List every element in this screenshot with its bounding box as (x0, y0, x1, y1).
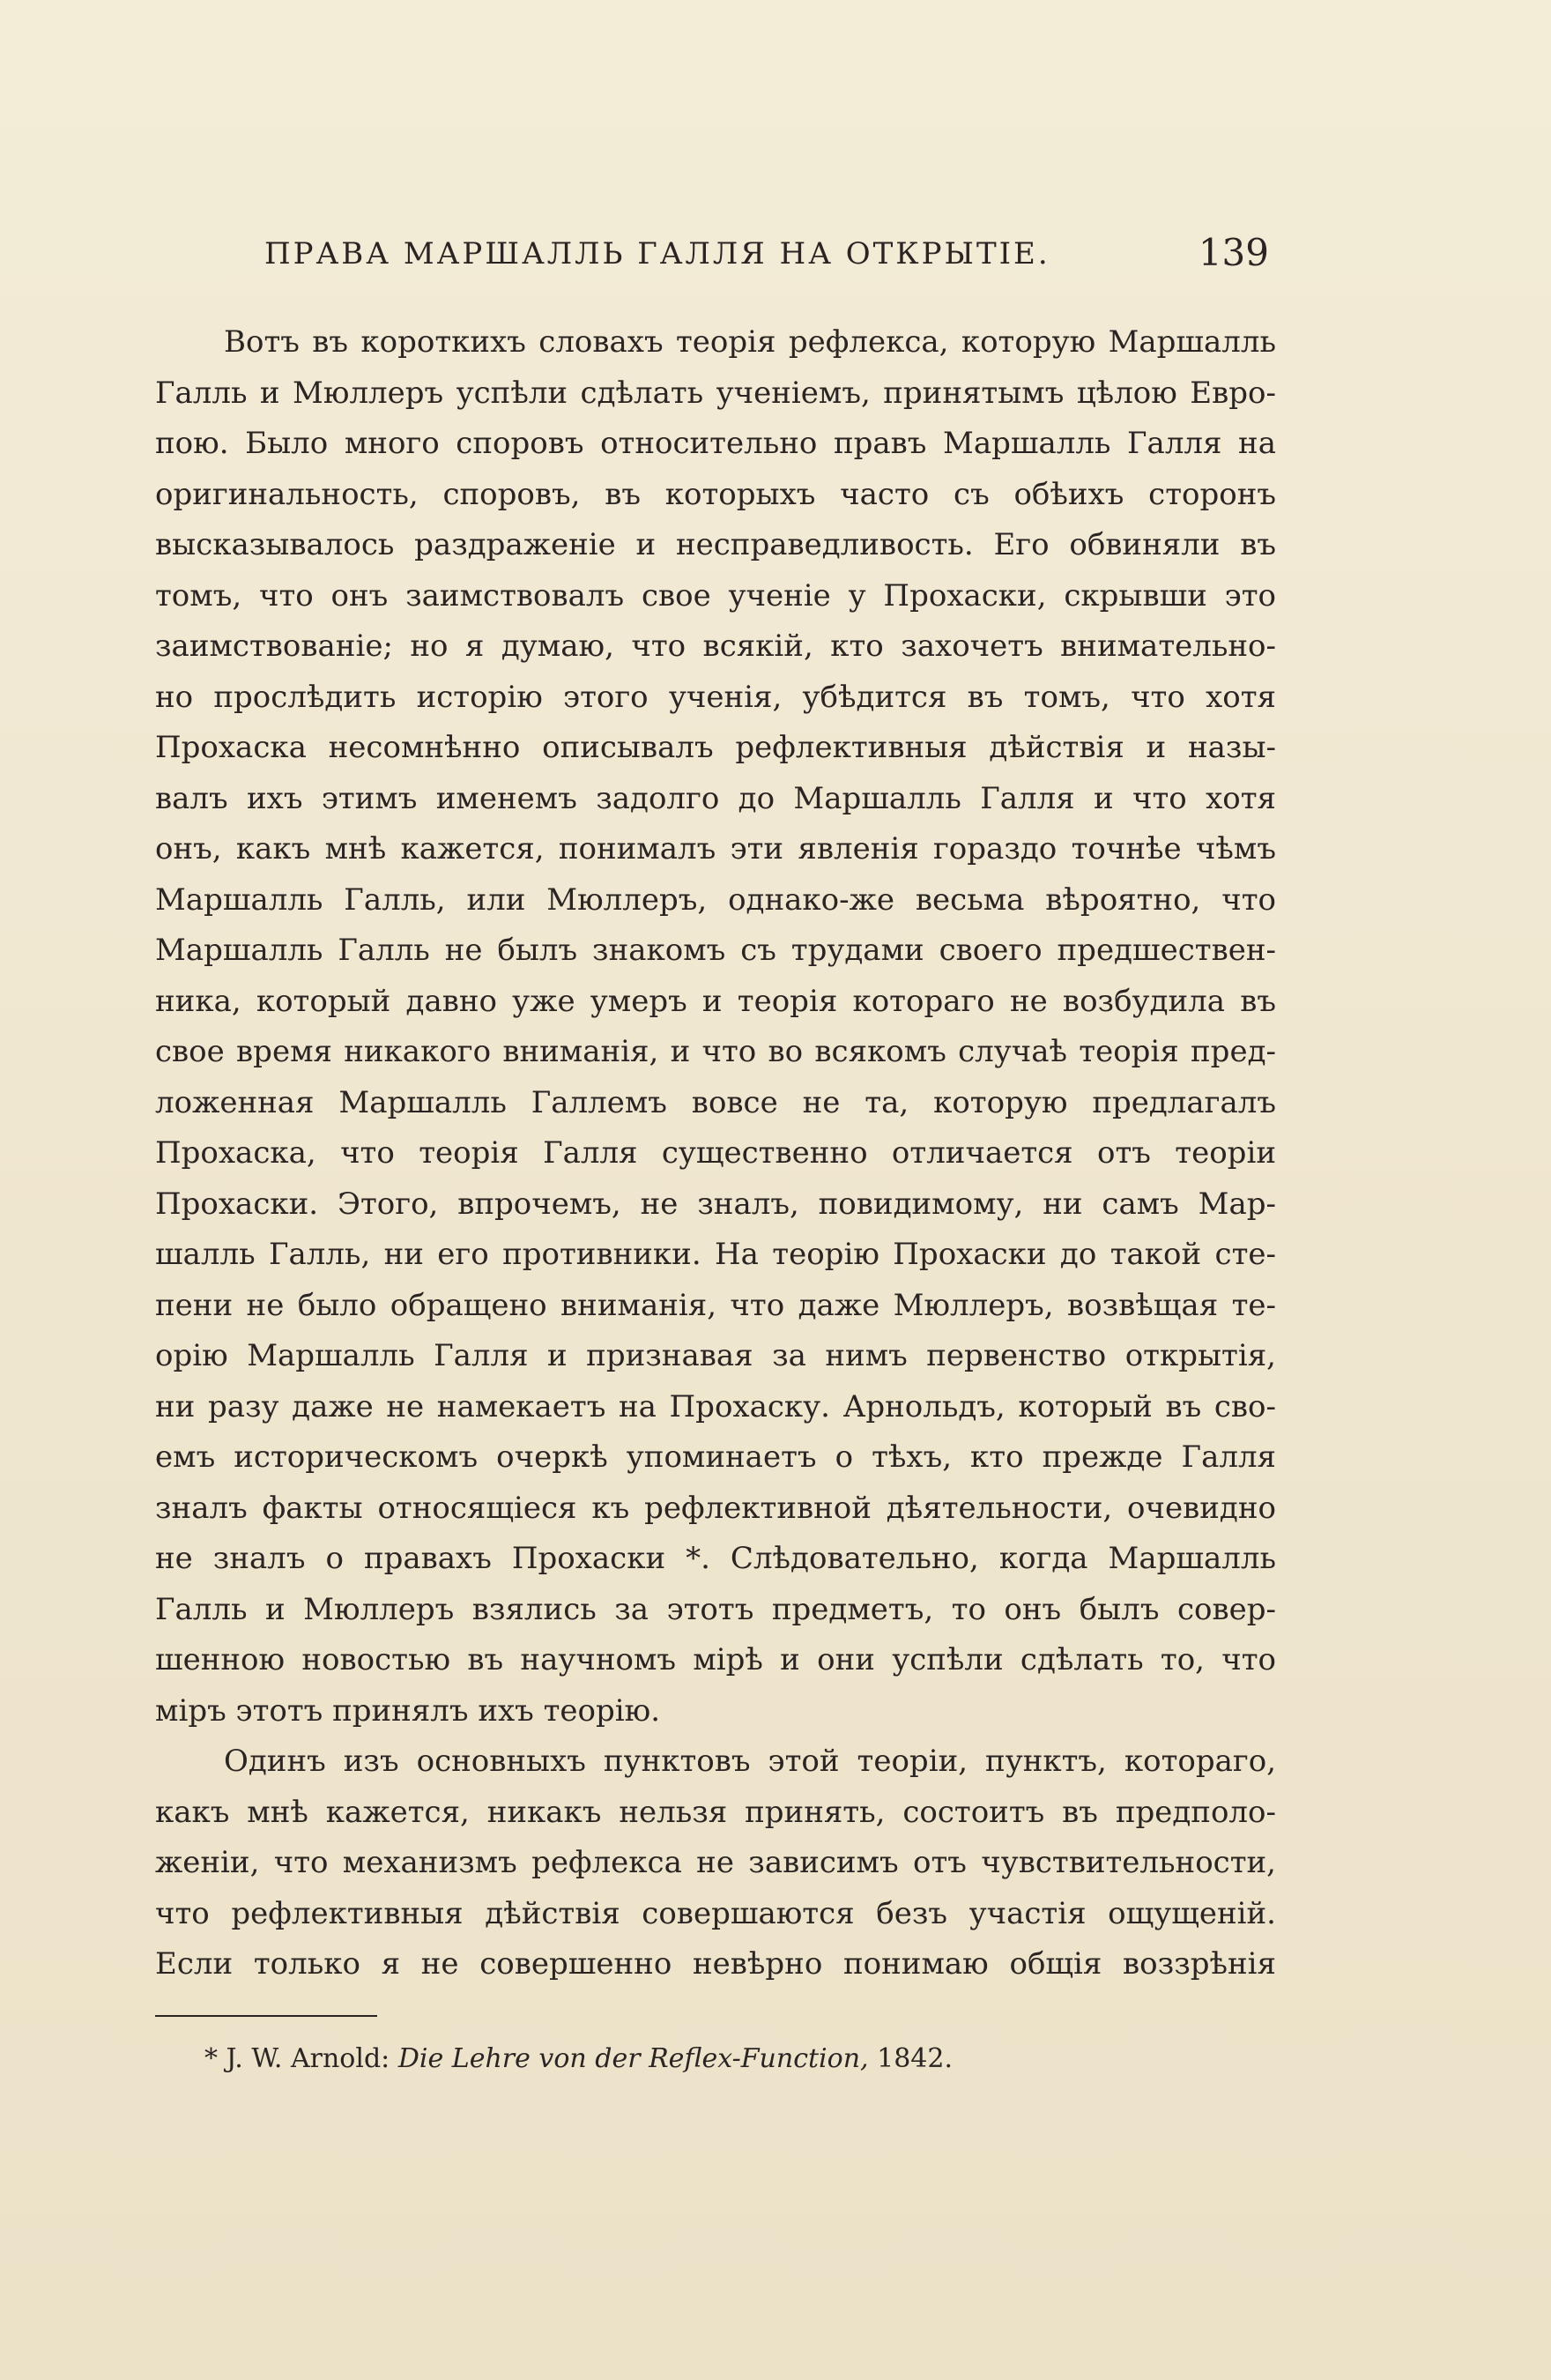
footnote (204, 2043, 953, 2074)
text-line: свое время никакого вниманія, и что во всякомъ случаѣ теорія пред- (155, 1034, 1276, 1069)
text-line: валъ ихъ этимъ именемъ задолго до Маршалль Галля и что хотя (155, 780, 1276, 816)
text-line: Прохаска несомнѣнно описывалъ рефлективныя дѣйствія и назы- (155, 730, 1276, 765)
footnote-rule (155, 2015, 377, 2017)
text-line: міръ этотъ принялъ ихъ теорію. (155, 1692, 661, 1729)
text-line: онъ, какъ мнѣ кажется, понималъ эти явленія гораздо точнѣе чѣмъ (155, 831, 1276, 866)
text-line: пою. Было много споровъ относительно правъ Маршалль Галля на (155, 426, 1276, 461)
text-line: ни разу даже не намекаетъ на Прохаску. Арнольдъ, который въ сво- (155, 1388, 1276, 1424)
text-line: Прохаска, что теорія Галля существенно отличается отъ теоріи (155, 1135, 1276, 1171)
text-line: что рефлективныя дѣйствія совершаются безъ участія ощущеній. (155, 1895, 1276, 1931)
text-line: ника, который давно уже умеръ и теорія котораго не возбудила въ (155, 983, 1276, 1019)
body-text (155, 317, 1276, 1990)
text-line: какъ мнѣ кажется, никакъ нельзя принять, состоитъ въ предполо- (155, 1794, 1276, 1830)
footnote-marker: * (204, 2043, 218, 2074)
text-line: Вотъ въ короткихъ словахъ теорія рефлекса, которую Маршалль (224, 324, 1276, 360)
page-header (155, 231, 1276, 284)
running-head: ПРАВА МАРШАЛЛЬ ГАЛЛЯ НА ОТКРЫТІЕ. (264, 236, 1050, 271)
text-line: ложенная Маршалль Галлемъ вовсе не та, которую предлагалъ (155, 1084, 1276, 1120)
footnote-author: J. W. Arnold: (226, 2043, 390, 2074)
paragraph-1 (155, 317, 1276, 1737)
text-line: Галль и Мюллеръ взялись за этотъ предметъ, то онъ былъ совер- (155, 1591, 1276, 1627)
text-line: пени не было обращено вниманія, что даже Мюллеръ, возвѣщая те- (155, 1287, 1276, 1323)
text-line: Маршалль Галль, или Мюллеръ, однако-же весьма вѣроятно, что (155, 881, 1276, 918)
text-line: женіи, что механизмъ рефлекса не зависимъ отъ чувствительности, (155, 1845, 1276, 1880)
text-line: зналъ факты относящіеся къ рефлективной дѣятельности, очевидно (155, 1490, 1276, 1526)
text-line: Галль и Мюллеръ успѣли сдѣлать ученіемъ, принятымъ цѣлою Евро- (155, 375, 1276, 411)
text-line: заимствованіе; но я думаю, что всякій, кто захочетъ внимательно- (155, 628, 1276, 664)
text-line: томъ, что онъ заимствовалъ свое ученіе у Прохаски, скрывши это (155, 577, 1276, 614)
text-line: Маршалль Галль не былъ знакомъ съ трудами своего предшествен- (155, 933, 1276, 968)
text-line: емъ историческомъ очеркѣ упоминаетъ о тѣхъ, кто прежде Галля (155, 1439, 1276, 1475)
text-line: шенною новостью въ научномъ мірѣ и они успѣли сдѣлать то, что (155, 1642, 1276, 1677)
text-line: высказывалось раздраженіе и несправедливость. Его обвиняли въ (155, 527, 1276, 562)
footnote-year: 1842. (877, 2043, 953, 2074)
text-line: Если только я не совершенно невѣрно понимаю общія воззрѣнія (155, 1946, 1276, 1982)
paragraph-2 (155, 1737, 1276, 1990)
page-number: 139 (1198, 231, 1269, 274)
text-line: Прохаски. Этого, впрочемъ, не зналъ, повидимому, ни самъ Мар- (155, 1186, 1276, 1222)
text-line: шалль Галль, ни его противники. На теорію Прохаски до такой сте- (155, 1237, 1276, 1272)
text-line: оригинальность, споровъ, въ которыхъ часто съ обѣихъ сторонъ (155, 476, 1276, 512)
text-line: но прослѣдить исторію этого ученія, убѣдится въ томъ, что хотя (155, 679, 1276, 715)
text-line: не зналъ о правахъ Прохаски *. Слѣдовательно, когда Маршалль (155, 1541, 1276, 1576)
text-line: орію Маршалль Галля и признавая за нимъ первенство открытія, (155, 1338, 1276, 1373)
text-line: Одинъ изъ основныхъ пунктовъ этой теоріи, пунктъ, котораго, (224, 1744, 1276, 1779)
footnote-title: Die Lehre von der Reflex-Function, (397, 2043, 869, 2074)
